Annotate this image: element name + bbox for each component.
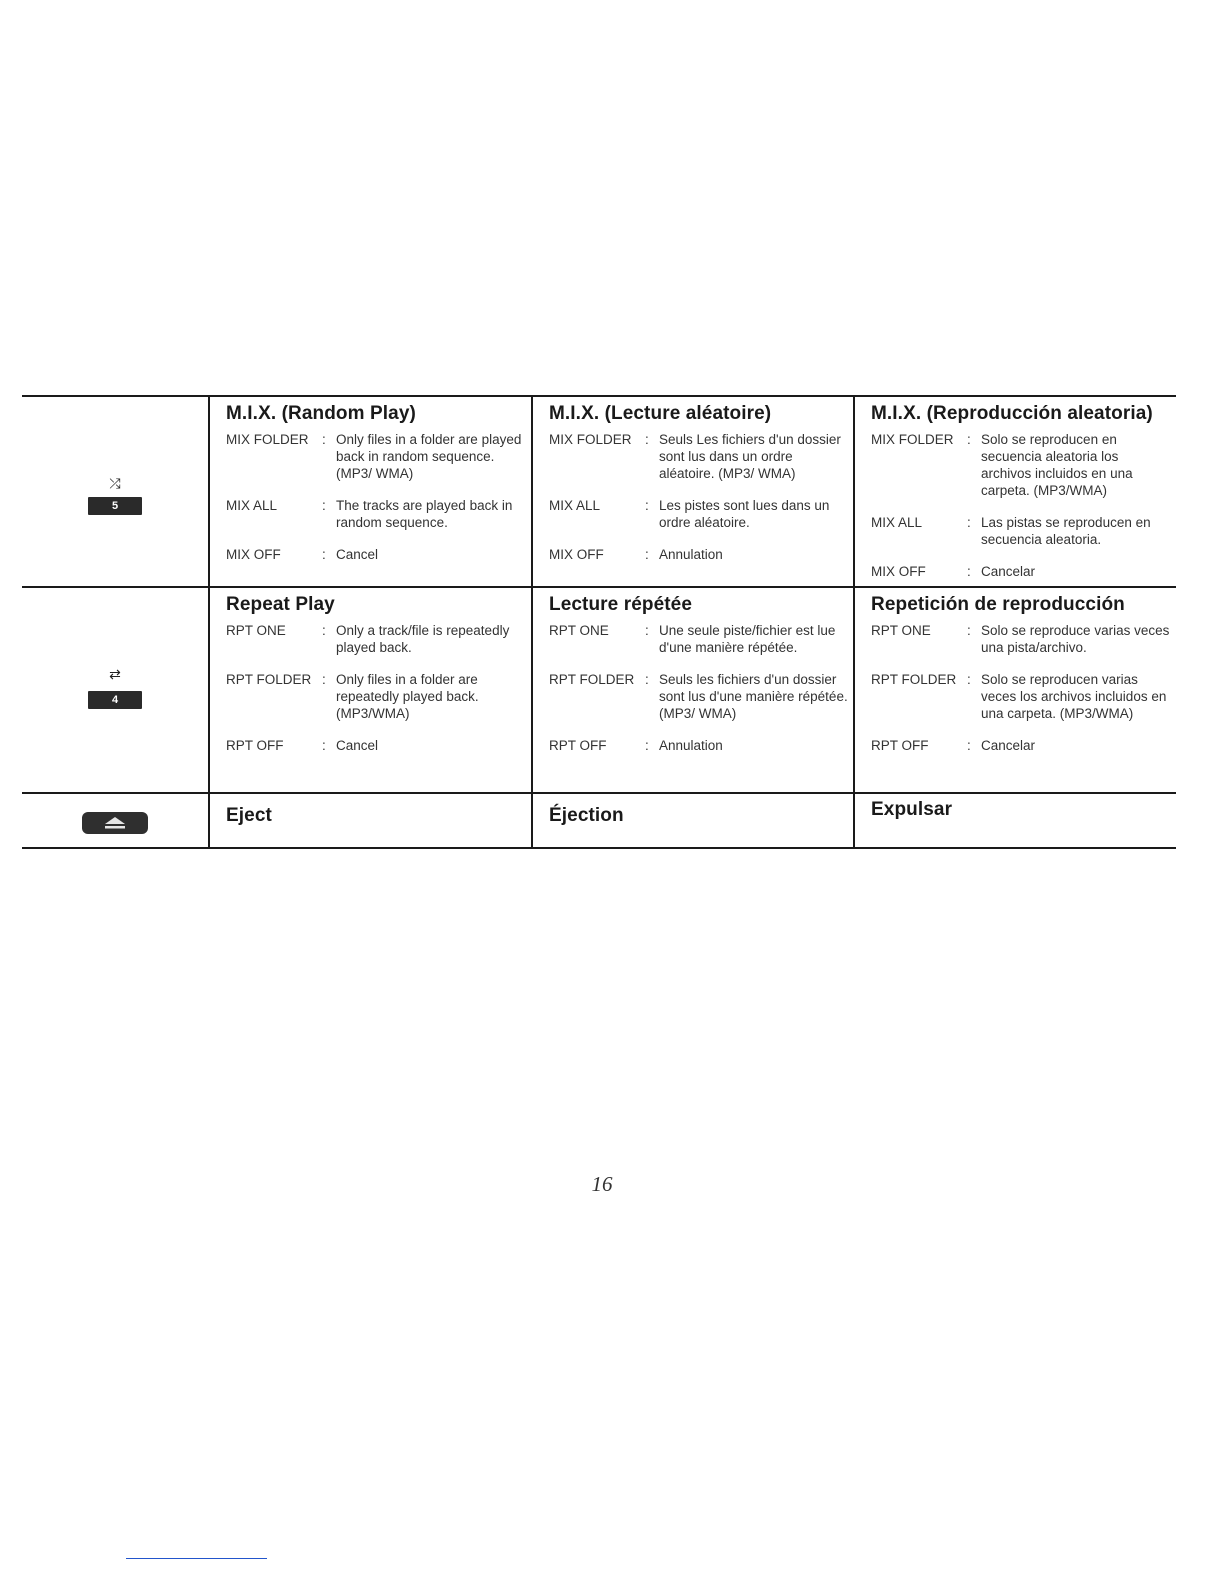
entry-row: RPT FOLDER : Only files in a folder are repeatedly played back. (MP3/WMA) [226,671,526,722]
entry-key: RPT FOLDER [549,672,635,687]
entry-value: Seuls Les fichiers d'un dossier sont lus dans un ordre aléatoire. (MP3/ WMA) [659,432,841,481]
entry-value: Les pistes sont lues dans un ordre aléatoire. [659,498,830,530]
repeat-icon-cell [22,588,208,793]
entry-row: MIX OFF : Annulation [549,546,849,563]
section-title: M.I.X. (Lecture aléatoire) [549,403,772,424]
eject-french [549,794,849,833]
entry-row: RPT ONE : Only a track/file is repeatedly played back. [226,622,526,656]
entry-key: RPT OFF [871,738,929,753]
repeat-english [226,588,526,769]
entry-key: MIX ALL [549,498,601,513]
column-divider [208,397,210,587]
section-title: Éjection [549,805,624,826]
entry-key: RPT FOLDER [871,672,957,687]
entry-row: RPT ONE : Une seule piste/fichier est lue d'une manière répétée. [549,622,849,656]
section-title: Lecture répétée [549,594,693,615]
repeat-row [22,586,1176,793]
eject-icon [101,816,129,830]
repeat-icon: ⇄ [109,666,121,682]
entry-key: MIX ALL [226,498,278,513]
entry-key: RPT ONE [549,623,609,638]
entry-value: Only files in a folder are played back in random sequence. (MP3/ WMA) [336,432,522,481]
entry-key: MIX FOLDER [226,432,309,447]
mix-icon-cell [22,397,208,587]
entry-value: Las pistas se reproducen en secuencia aleatoria. [981,515,1151,547]
entry-row: MIX OFF : Cancel [226,546,526,563]
entry-value: Solo se reproduce varias veces una pista/archivo. [981,623,1170,655]
entry-value: Cancelar [981,738,1036,753]
section-title: Repetición de reproducción [871,594,1125,615]
entry-key: RPT OFF [226,738,284,753]
entry-key: MIX OFF [549,547,604,562]
mix-row [22,395,1176,587]
entry-key: RPT ONE [871,623,931,638]
repeat-french [549,588,849,769]
entry-key: MIX OFF [871,564,926,579]
entry-row: RPT FOLDER : Seuls les fichiers d'un dossier sont lus d'une manière répétée. (MP3/ WMA) [549,672,848,721]
section-title: M.I.X. (Reproducción aleatoria) [871,403,1153,424]
section-title: M.I.X. (Random Play) [226,403,416,424]
entry-value: Only files in a folder are repeatedly played back. (MP3/WMA) [336,672,479,721]
repeat-spanish [871,588,1171,769]
entry-row: RPT FOLDER : Solo se reproducen varias veces los archivos incluidos en una carpeta. (MP3/WMA) [871,671,1171,722]
entry-row: MIX FOLDER : Only files in a folder are played back in random sequence. (MP3/ WMA) [226,431,526,482]
section-title: Expulsar [871,799,953,820]
entry-row: MIX ALL : Las pistas se reproducen en secuencia aleatoria. [871,514,1171,548]
eject-english [226,794,526,833]
column-divider [208,794,210,847]
shuffle-icon: ⤮ [109,475,121,491]
section-title: Eject [226,805,272,826]
column-divider [531,588,533,793]
entry-value: Seuls les fichiers d'un dossier sont lus d'une manière répétée. (MP3/ WMA) [659,672,848,721]
entry-value: Solo se reproducen varias veces los archivos incluidos en una carpeta. (MP3/WMA) [981,672,1167,721]
entry-key: RPT OFF [549,738,607,753]
entry-row: MIX FOLDER : Solo se reproducen en secuencia aleatoria los archivos incluidos en una carpeta. (MP3/WMA) [871,431,1171,499]
entry-value: Annulation [659,738,723,753]
entry-key: MIX OFF [226,547,281,562]
entry-key: RPT ONE [226,623,286,638]
eject-spanish [871,794,1171,827]
page-number: 16 [591,1172,613,1196]
eject-row [22,792,1176,849]
column-divider [208,588,210,793]
entry-value: Une seule piste/fichier est lue d'une manière répétée. [659,623,836,655]
mix-spanish [871,397,1171,595]
mix-english [226,397,526,578]
mix-french [549,397,849,578]
eject-button-icon [82,812,148,834]
entry-value: Annulation [659,547,723,562]
column-divider [853,397,855,587]
footer-rule [126,1558,267,1559]
entry-row: RPT OFF : Cancelar [871,737,1171,754]
entry-key: MIX FOLDER [871,432,954,447]
entry-value: The tracks are played back in random sequence. [336,498,513,530]
entry-value: Only a track/file is repeatedly played back. [336,623,510,655]
entry-row: MIX OFF : Cancelar [871,563,1171,580]
entry-key: MIX ALL [871,515,923,530]
entry-key: MIX FOLDER [549,432,632,447]
entry-row: MIX FOLDER : Seuls Les fichiers d'un dossier sont lus dans un ordre aléatoire. (MP3/ WMA) [549,431,849,482]
column-divider [853,794,855,847]
entry-row: RPT ONE : Solo se reproduce varias veces una pista/archivo. [871,623,1170,655]
column-divider [531,397,533,587]
entry-value: Cancel [336,547,379,562]
entry-row: MIX ALL : The tracks are played back in random sequence. [226,497,526,531]
entry-row: RPT OFF : Cancel [226,737,526,754]
entry-row: MIX ALL : Les pistes sont lues dans un ordre aléatoire. [549,497,849,531]
entry-key: RPT FOLDER [226,672,312,687]
column-divider [853,588,855,793]
entry-value: Cancelar [981,564,1036,579]
section-title: Repeat Play [226,594,335,615]
column-divider [531,794,533,847]
entry-row: RPT OFF : Annulation [549,737,849,754]
entry-value: Cancel [336,738,379,753]
eject-icon-cell [22,794,208,847]
preset-5-button-icon: 5 [88,497,142,515]
preset-4-button-icon: 4 [88,691,142,709]
entry-value: Solo se reproducen en secuencia aleatoria los archivos incluidos en una carpeta. (MP3/WMA) [981,432,1133,498]
